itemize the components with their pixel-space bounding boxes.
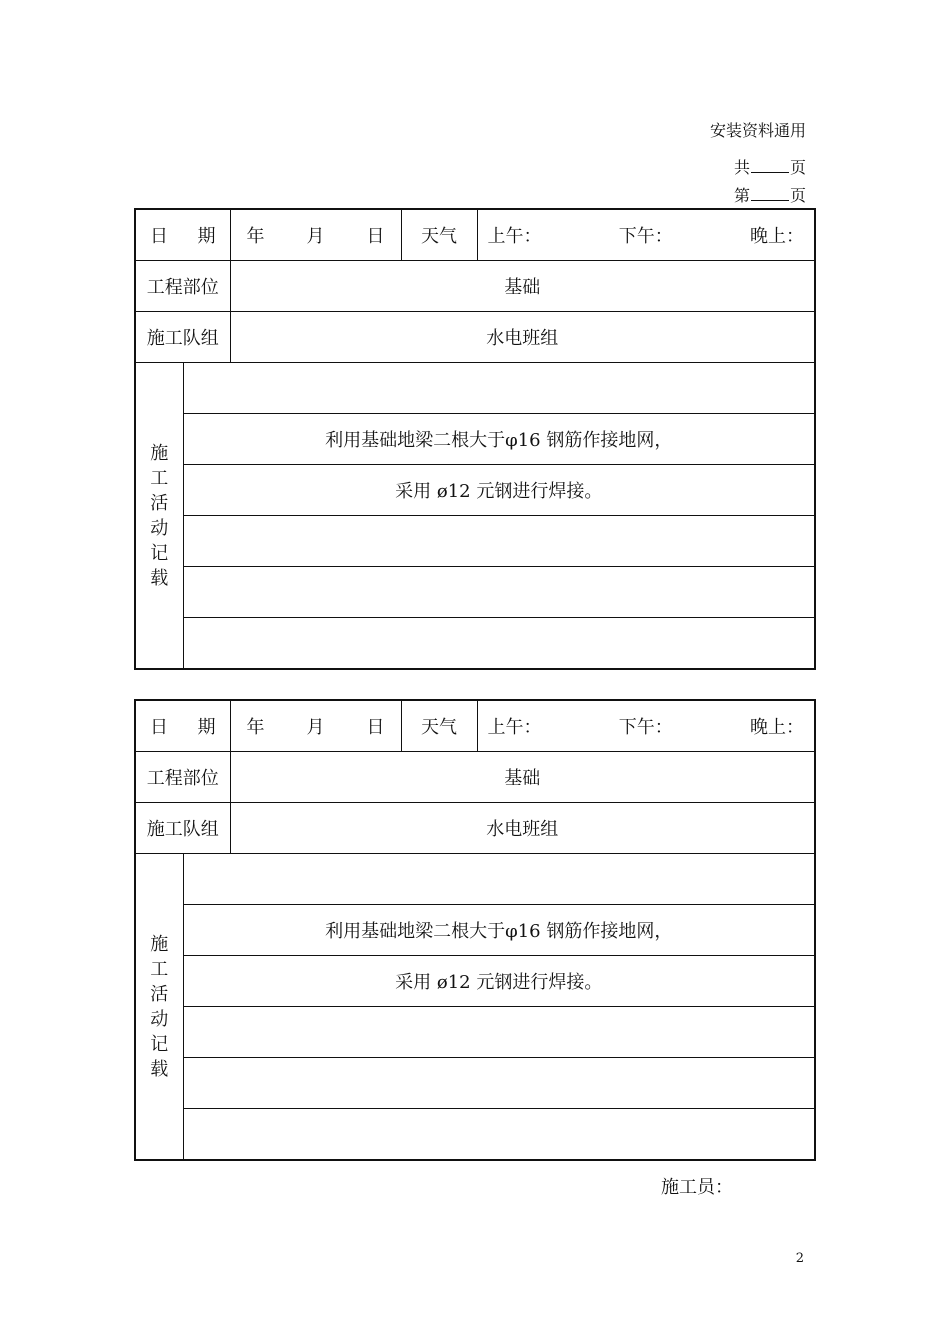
- construction-log-table-2: [134, 699, 816, 1161]
- activity-label-char: 工: [150, 467, 169, 489]
- activity-line[interactable]: [183, 1109, 815, 1161]
- date-label-cell: [135, 700, 230, 752]
- activity-row: [135, 465, 815, 516]
- activity-row: [135, 567, 815, 618]
- activity-label-char: 记: [150, 1033, 169, 1055]
- morning-label: 上午：: [487, 226, 542, 247]
- construction-log-table-1: [134, 208, 816, 670]
- date-weather-row: [135, 700, 815, 752]
- morning-label: 上午：: [487, 717, 542, 738]
- project-part-row: [135, 752, 815, 803]
- activity-label-char: 活: [150, 492, 169, 514]
- document-title: 安装资料通用: [709, 121, 806, 140]
- date-label-char-1: 日: [150, 717, 168, 738]
- weather-field[interactable]: [477, 209, 815, 261]
- afternoon-label: 下午：: [618, 226, 673, 247]
- activity-record-label: [135, 363, 183, 670]
- crew-label: 施工队组: [135, 803, 230, 854]
- activity-label-char: 记: [150, 542, 169, 564]
- year-label: 年: [246, 226, 265, 247]
- activity-record-label: [135, 854, 183, 1161]
- evening-label: 晚上：: [750, 226, 804, 247]
- total-pages-suffix: 页: [789, 158, 806, 177]
- activity-label-char: 工: [150, 958, 169, 980]
- activity-row: [135, 1007, 815, 1058]
- afternoon-label: 下午：: [618, 717, 673, 738]
- weather-label: 天气: [401, 700, 477, 752]
- day-label: 日: [366, 226, 385, 247]
- current-page-prefix: 第: [733, 186, 750, 205]
- activity-label-char: 动: [150, 1008, 169, 1030]
- project-part-row: [135, 261, 815, 312]
- weather-label: 天气: [401, 209, 477, 261]
- activity-line[interactable]: [183, 1058, 815, 1109]
- activity-row: [135, 414, 815, 465]
- date-field[interactable]: [230, 209, 401, 261]
- activity-label-char: 活: [150, 983, 169, 1005]
- date-label-char-2: 期: [197, 717, 216, 738]
- activity-row: [135, 516, 815, 567]
- day-label: 日: [366, 717, 385, 738]
- activity-line[interactable]: [183, 854, 815, 905]
- page-number: 2: [795, 1251, 804, 1266]
- weather-field[interactable]: [477, 700, 815, 752]
- total-pages-line: [734, 155, 806, 178]
- current-page-line: [734, 183, 806, 206]
- evening-label: 晚上：: [750, 717, 804, 738]
- crew-row: [135, 312, 815, 363]
- current-page-suffix: 页: [789, 186, 806, 205]
- activity-row: [135, 854, 815, 905]
- total-pages-prefix: 共: [733, 158, 750, 177]
- crew-label: 施工队组: [135, 312, 230, 363]
- activity-line[interactable]: [183, 516, 815, 567]
- activity-label-char: 动: [150, 517, 169, 539]
- activity-line[interactable]: [183, 618, 815, 670]
- date-weather-row: [135, 209, 815, 261]
- signature-label: 施工员：: [661, 1177, 733, 1198]
- year-label: 年: [246, 717, 265, 738]
- activity-line[interactable]: [183, 363, 815, 414]
- month-label: 月: [306, 226, 325, 247]
- activity-row: [135, 363, 815, 414]
- date-label-char-1: 日: [150, 226, 168, 247]
- crew-value[interactable]: 水电班组: [230, 803, 815, 854]
- activity-label-char: 施: [150, 933, 169, 955]
- date-label-char-2: 期: [197, 226, 216, 247]
- activity-row: [135, 1109, 815, 1161]
- activity-line[interactable]: [183, 1007, 815, 1058]
- activity-row: [135, 956, 815, 1007]
- project-part-label: 工程部位: [135, 261, 230, 312]
- crew-value[interactable]: 水电班组: [230, 312, 815, 363]
- activity-line[interactable]: 采用 ø12 元钢进行焊接。: [183, 465, 815, 516]
- date-label-cell: [135, 209, 230, 261]
- activity-label-char: 载: [150, 1058, 169, 1080]
- project-part-label: 工程部位: [135, 752, 230, 803]
- activity-row: [135, 618, 815, 670]
- activity-line[interactable]: [183, 567, 815, 618]
- activity-row: [135, 1058, 815, 1109]
- project-part-value[interactable]: 基础: [230, 261, 815, 312]
- date-field[interactable]: [230, 700, 401, 752]
- activity-row: [135, 905, 815, 956]
- crew-row: [135, 803, 815, 854]
- total-pages-blank[interactable]: [751, 158, 789, 173]
- activity-label-char: 施: [150, 442, 169, 464]
- project-part-value[interactable]: 基础: [230, 752, 815, 803]
- activity-label-char: 载: [150, 567, 169, 589]
- activity-line[interactable]: 利用基础地梁二根大于φ16 钢筋作接地网，: [183, 414, 815, 465]
- activity-line[interactable]: 利用基础地梁二根大于φ16 钢筋作接地网，: [183, 905, 815, 956]
- month-label: 月: [306, 717, 325, 738]
- activity-line[interactable]: 采用 ø12 元钢进行焊接。: [183, 956, 815, 1007]
- current-page-blank[interactable]: [751, 186, 789, 201]
